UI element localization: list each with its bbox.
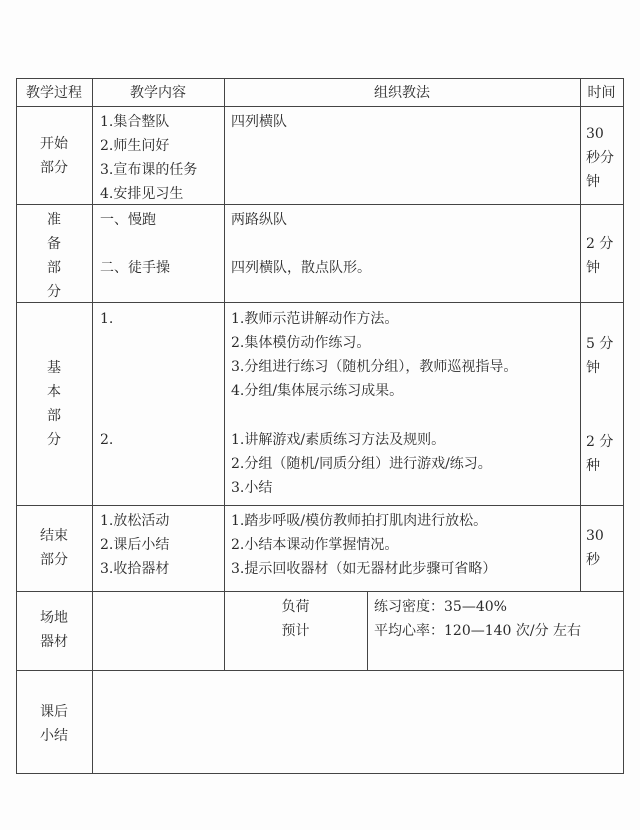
prepare-method-1: 两路纵队 <box>231 212 287 228</box>
basic-time-b: 2 分 种 <box>586 434 614 474</box>
venue-label: 场地 器材 <box>40 610 68 650</box>
load-values: 练习密度：35—40% 平均心率：120—140 次/分 左右 <box>374 599 582 639</box>
basic-time-a: 5 分 钟 <box>586 336 614 376</box>
start-method: 四列横队 <box>231 114 287 130</box>
header-time: 时间 <box>587 85 616 101</box>
prepare-time: 2 分 钟 <box>586 236 614 276</box>
load-label: 负荷 预计 <box>281 599 310 639</box>
prepare-content-1: 一、慢跑 <box>100 212 156 228</box>
section-basic: 基 本 部 分 <box>47 360 61 448</box>
basic-content-1: 1. <box>100 311 114 327</box>
section-prepare: 准 备 部 分 <box>47 212 61 300</box>
section-end: 结束 部分 <box>40 528 68 568</box>
start-content: 1.集合整队 2.师生问好 3.宣布课的任务 4.安排见习生 <box>100 114 198 202</box>
end-time: 30 秒 <box>586 528 604 568</box>
header-method: 组织教法 <box>374 85 430 101</box>
summary-label: 课后 小结 <box>40 704 68 744</box>
prepare-method-2: 四列横队，散点队形。 <box>231 260 371 276</box>
end-content: 1.放松活动 2.课后小结 3.收拾器材 <box>100 513 170 577</box>
basic-method-a: 1.教师示范讲解动作方法。 2.集体模仿动作练习。 3.分组进行练习（随机分组），教师巡视指导。 4.分组/集体展示练习成果。 <box>231 311 518 399</box>
header-process: 教学过程 <box>26 85 82 101</box>
section-start: 开始 部分 <box>40 136 68 176</box>
basic-content-2: 2. <box>100 432 114 448</box>
start-time: 30 秒分 钟 <box>586 126 614 190</box>
end-method: 1.踏步呼吸/模仿教师拍打肌肉进行放松。 2.小结本课动作掌握情况。 3.提示回收器材（如无器材此步骤可省略） <box>231 513 497 577</box>
header-content: 教学内容 <box>130 85 186 101</box>
prepare-content-2: 二、徒手操 <box>100 260 170 276</box>
basic-method-b: 1.讲解游戏/素质练习方法及规则。 2.分组（随机/同质分组）进行游戏/练习。 3.小结 <box>231 432 492 496</box>
